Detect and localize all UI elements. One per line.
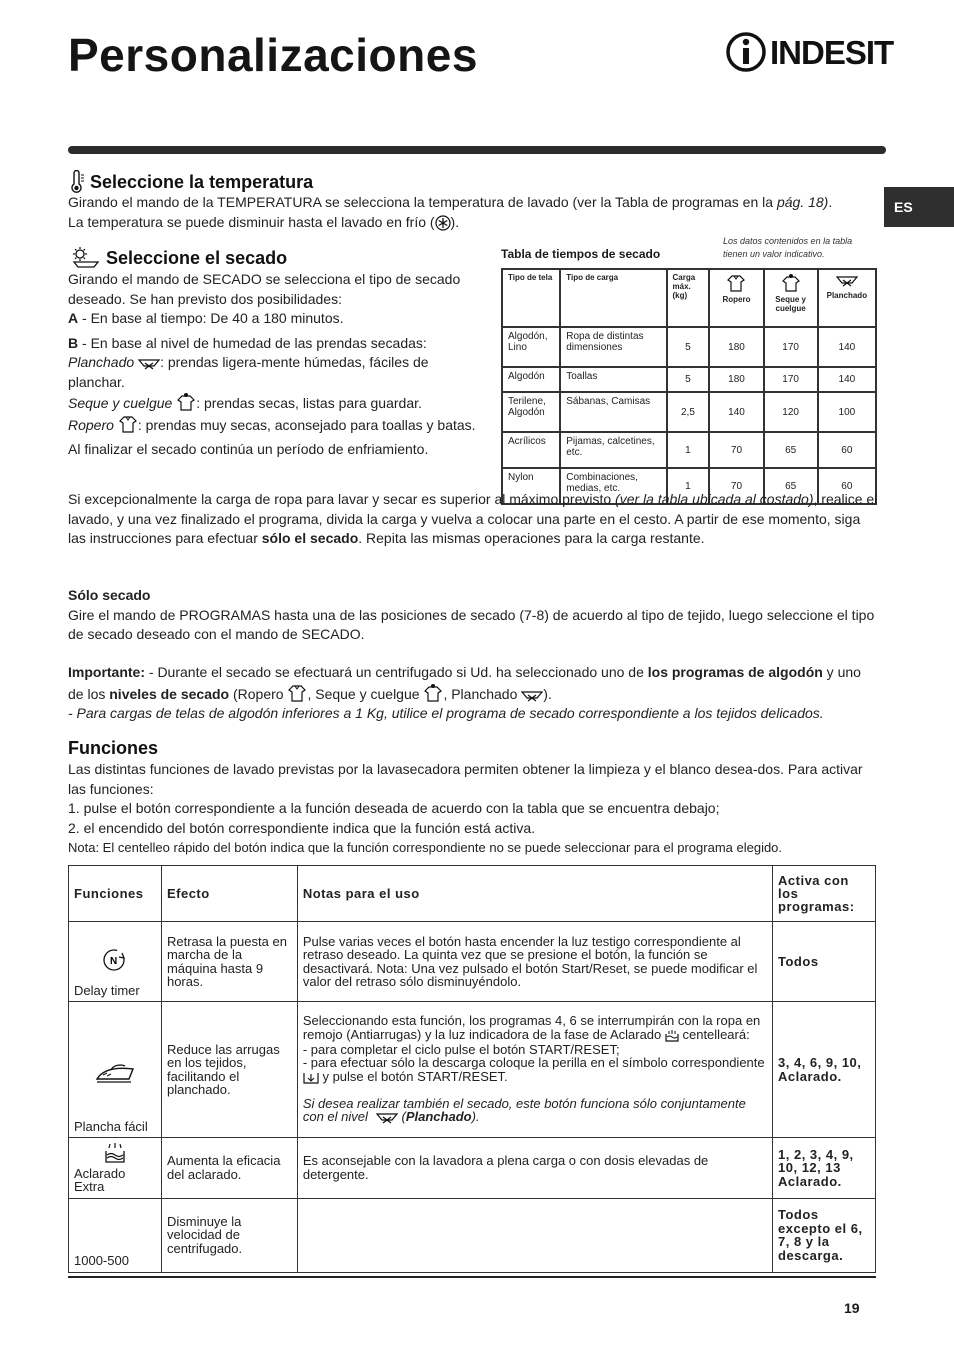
language-tab (884, 187, 954, 227)
table-row: Plancha fácil Reduce las arrugas en los tejidos, facilitando el planchado. Seleccionando esta función, los programas 4, 6 se interrumpirán con la ropa en remojo (Antiarrugas) y la luz indicadora de la fase de Aclarado centelleará: - para completar el ciclo pulse el botón START/RESET; - para efectuar sólo la descarga coloque la perilla en el símbolo correspondiente y pulse el botón START/RESET. Si desea realizar también el secado, este botón funciona sólo conjuntamente con el nivel (Planchado). 3, 4, 6, 9, 10, Aclarado. (69, 1002, 876, 1138)
delay-timer-icon (101, 947, 129, 973)
importante-italic-note: - Para cargas de telas de algodón inferiores a 1 Kg, utilice el programa de secado correspondiente a los tejidos delicados. (68, 705, 824, 721)
page-number: 19 (844, 1300, 860, 1316)
indesit-logo (726, 30, 894, 76)
drying-option-a: A - En base al tiempo: De 40 a 180 minutos. (68, 310, 344, 326)
table-row: Acrílicos Pijamas, calcetines, etc. 1 70 65 60 (502, 432, 876, 468)
table-row: Algodón, Lino Ropa de distintas dimensiones 5 180 170 140 (502, 327, 876, 367)
drying-cooling: Al finalizar el secado continúa un período de enfriamiento. (68, 441, 429, 457)
extra-rinse-icon (103, 1142, 127, 1164)
drying-heading-text: Seleccione el secado (106, 247, 288, 268)
spin-speed-label: 1000-500 (69, 1198, 162, 1272)
page-title: Personalizaciones (68, 29, 478, 81)
drying-table-title: Tabla de tiempos de secado (501, 247, 661, 261)
drying-table-header: Tipo de tela Tipo de carga Carga máx. (kg) Ropero Seque y cuelgue Planchado (502, 269, 876, 327)
drying-ropero: Ropero : prendas muy secas, aconsejado para toallas y batas. (68, 414, 488, 436)
importante-section: Importante: - Durante el secado se efectuará un centrifugado si Ud. ha seleccionado uno de los programas de algodón y uno de los niveles de secado (Ropero , Seque y cuelgue , Planchado ). - Para cargas de telas de algodón inferiores a 1 Kg, utilice el programa de secado correspondiente a los tejidos delicados. (68, 664, 861, 721)
planchado-icon (138, 357, 160, 371)
thermometer-icon (68, 170, 86, 194)
table-row: Algodón Toallas 5 180 170 140 (502, 367, 876, 392)
delay-timer-label: Delay timer (74, 982, 140, 998)
drying-text (68, 270, 488, 460)
solo-secado-heading: Sólo secado (68, 587, 151, 603)
drying-time-table (501, 268, 877, 505)
hanging-shirt-icon (780, 273, 802, 293)
drain-icon (303, 1071, 319, 1085)
solo-secado-text: Gire el mando de PROGRAMAS hasta una de las posiciones de secado (7-8) de acuerdo al tipo de tejido, luego seleccione el tipo de secado deseado con el mando de SECADO. (68, 606, 875, 642)
functions-table (68, 865, 876, 1273)
table-row: Terilene, Algodón Sábanas, Camisas 2,5 140 120 100 (502, 392, 876, 432)
wardrobe-shirt-icon (118, 414, 138, 434)
table-row: Nylon Combinaciones, medias, etc. 1 70 65 60 (502, 468, 876, 504)
funciones-heading: Funciones (68, 738, 159, 758)
temperature-text: Girando el mando de la TEMPERATURA se selecciona la temperatura de lavado (ver la Tabla de programas en la pág. 18). La temperatura se puede disminuir hasta el lavado en frío ( ). (68, 194, 833, 230)
solo-secado-section (68, 586, 878, 645)
footer-divider (68, 1276, 876, 1278)
planchado-icon (836, 273, 858, 289)
table-row: Aclarado Extra Aumenta la eficacia del aclarado. Es aconsejable con la lavadora a plena carga o con dosis elevadas de detergente. 1, 2, 3, 4, 9, 10, 12, 13 Aclarado. (69, 1138, 876, 1199)
easy-iron-label: Plancha fácil (74, 1118, 148, 1134)
drying-option-b: B - En base al nivel de humedad de las prendas secadas: (68, 334, 427, 351)
svg-text:N: N (109, 956, 118, 967)
extra-rinse-label: Aclarado Extra (74, 1165, 126, 1194)
cold-wash-icon (435, 215, 451, 231)
drying-intro: Girando el mando de SECADO se selecciona el tipo de secado deseado. Se han previsto dos posibilidades: (68, 271, 461, 307)
overload-paragraph: Si excepcionalmente la carga de ropa para lavar y secar es superior al máximo previsto (ver la tabla ubicada al costado), realice el lavado, y una vez finalizado el programa, divida la carga y vuelva a colocar una parte en el cesto. A partir de ese momento, siga las instrucciones para efectuar sólo el secado. Repita las mismas operaciones para la carga restante. (68, 491, 878, 546)
wardrobe-shirt-icon (287, 683, 307, 703)
table-row: N Delay timer Retrasa la puesta en marcha de la máquina hasta 9 horas. Pulse varias veces el botón hasta encender la luz testigo correspondiente al retraso deseado. La quinta vez que se presione el botón, la función se desactivará. Nota: Una vez pulsado el botón Start/Reset, se puede modificar el valor del retraso sólo disminuyéndolo. Todos (69, 922, 876, 1002)
funciones-text: Las distintas funciones de lavado previstas por la lavasecadora permiten obtener la limpieza y el blanco desea-dos. Para activar las funciones: 1. pulse el botón correspondiente a la función deseada de acuerdo con la tabla que se encuentra debajo; 2. el encendido del botón correspondiente indica que la función está activa. Nota: El centelleo rápido del botón indica que la función correspondiente no se puede seleccionar para el programa elegido. (68, 761, 863, 855)
drying-planchado: Planchado : prendas ligera-mente húmedas, fáciles de planchar. (68, 354, 429, 390)
drying-seque: Seque y cuelgue : prendas secas, listas para guardar. (68, 392, 488, 414)
indesit-logo-icon (726, 30, 766, 76)
hanging-shirt-icon (423, 683, 443, 703)
table-row: 1000-500 Disminuye la velocidad de centrifugado. Todos excepto el 6, 7, 8 y la descarga. (69, 1198, 876, 1272)
hanging-shirt-icon (176, 392, 196, 412)
language-tab-label: ES (894, 199, 913, 215)
wardrobe-shirt-icon (725, 273, 747, 293)
drying-icon (68, 246, 102, 270)
brand-name: INDESIT (770, 34, 894, 71)
rinse-icon (665, 1029, 679, 1043)
drying-heading (68, 246, 287, 270)
planchado-icon (521, 689, 543, 703)
functions-table-header: Funciones Efecto Notas para el uso Activa con los programas: (69, 866, 876, 922)
temperature-heading (68, 170, 313, 194)
header-divider (68, 146, 886, 154)
planchado-icon (372, 1111, 402, 1125)
easy-iron-icon (93, 1061, 137, 1087)
temperature-heading-text: Seleccione la temperatura (90, 171, 314, 192)
drying-table-note: Los datos contenidos en la tabla tienen un valor indicativo. (723, 236, 853, 259)
